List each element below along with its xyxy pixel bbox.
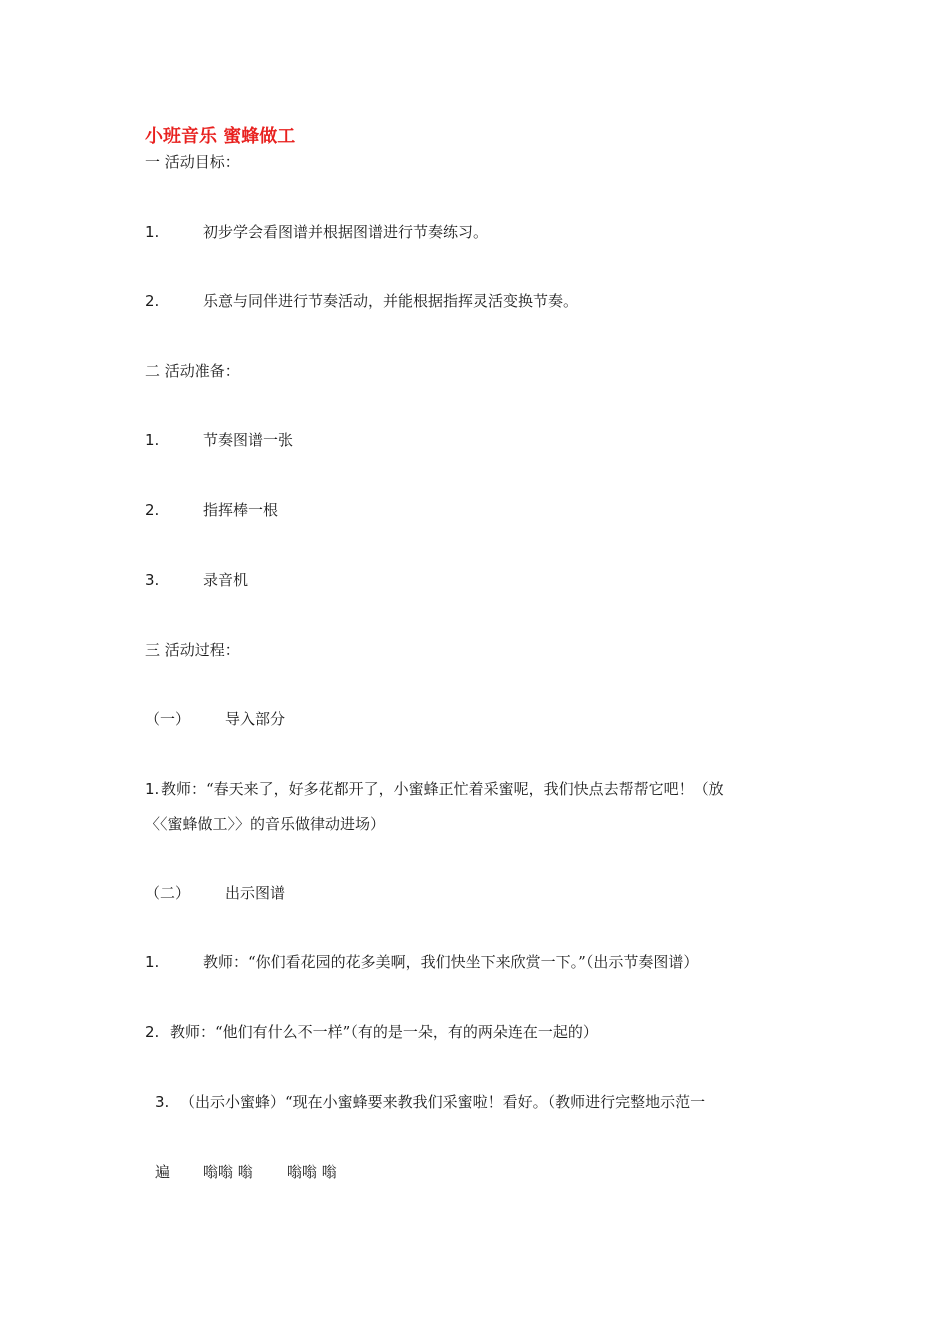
part2-item3-line2-c: 嗡嗡 嗡 bbox=[287, 1163, 337, 1181]
section2-item2-number: 2. bbox=[145, 501, 160, 519]
part1-item1-number: 1. bbox=[145, 780, 160, 798]
section3-heading: 三 活动过程： bbox=[145, 641, 240, 659]
section1-item2-text: 乐意与同伴进行节奏活动，并能根据指挥灵活变换节奏。 bbox=[203, 292, 579, 310]
section2-heading: 二 活动准备： bbox=[145, 362, 240, 380]
section2-item1-number: 1. bbox=[145, 431, 160, 449]
part2-title: 出示图谱 bbox=[225, 884, 286, 902]
part1-title: 导入部分 bbox=[225, 710, 286, 728]
part2-item3-text: （出示小蜜蜂）“现在小蜜蜂要来教我们采蜜啦！看好。（教师进行完整地示范一 bbox=[180, 1093, 706, 1111]
section2-item1-text: 节奏图谱一张 bbox=[203, 431, 294, 449]
part2-item2-number: 2. bbox=[145, 1023, 160, 1041]
section1-item1-text: 初步学会看图谱并根据图谱进行节奏练习。 bbox=[203, 223, 489, 241]
part2-item1-text: 教师：“你们看花园的花多美啊，我们快坐下来欣赏一下。”（出示节奏图谱） bbox=[203, 953, 699, 971]
part2-item3-number: 3. bbox=[155, 1093, 170, 1111]
part2-item3-line2-b: 嗡嗡 嗡 bbox=[203, 1163, 253, 1181]
part1-item1-line1: 教师：“春天来了，好多花都开了，小蜜蜂正忙着采蜜呢，我们快点去帮帮它吧！（放 bbox=[161, 780, 724, 798]
section1-item2-number: 2. bbox=[145, 292, 160, 310]
section1-item1-number: 1. bbox=[145, 223, 160, 241]
document-title: 小班音乐 蜜蜂做工 bbox=[145, 126, 296, 147]
section2-item2-text: 指挥棒一根 bbox=[203, 501, 279, 519]
part1-item1-line2: 〈〈蜜蜂做工〉〉的音乐做律动进场） bbox=[145, 815, 386, 833]
part1-label: （一） bbox=[145, 710, 191, 728]
section1-heading: 一 活动目标： bbox=[145, 153, 240, 171]
section2-item3-number: 3. bbox=[145, 571, 160, 589]
part2-item3-line2-a: 遍 bbox=[155, 1163, 171, 1181]
part2-item2-text: 教师：“他们有什么不一样”（有的是一朵，有的两朵连在一起的） bbox=[170, 1023, 598, 1041]
part2-item1-number: 1. bbox=[145, 953, 160, 971]
section2-item3-text: 录音机 bbox=[203, 571, 249, 589]
part2-label: （二） bbox=[145, 884, 191, 902]
